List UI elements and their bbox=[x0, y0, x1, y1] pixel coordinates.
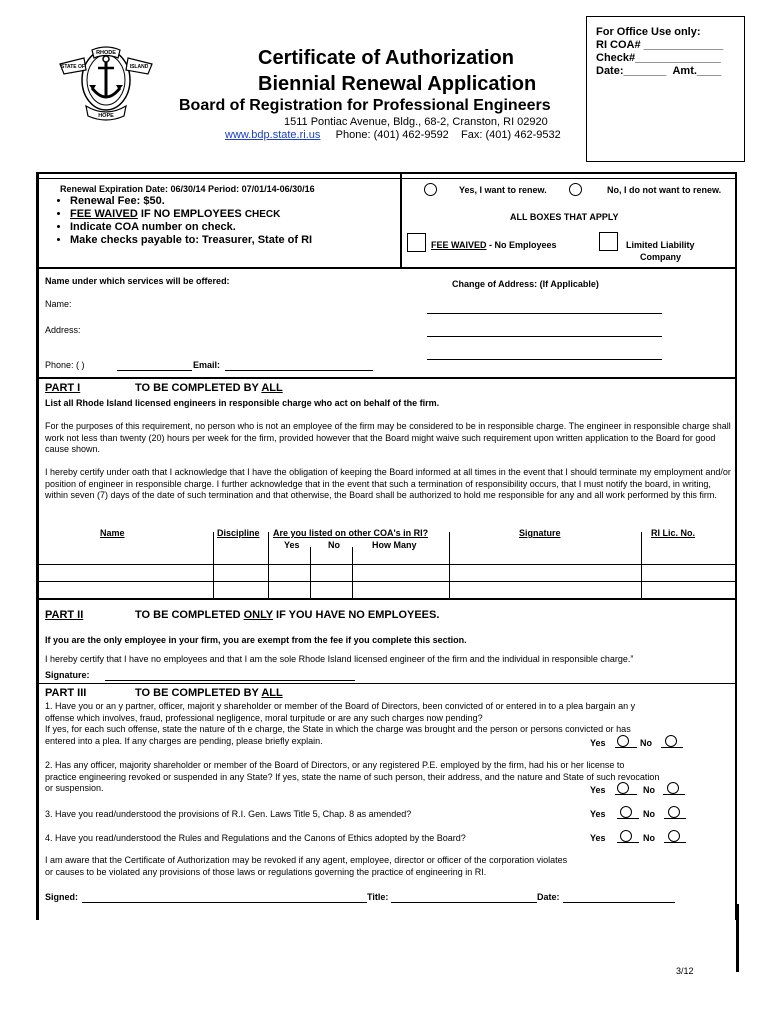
part3-heading: TO BE COMPLETED BY bbox=[135, 687, 262, 699]
q4-no-label: No bbox=[643, 833, 655, 843]
q2-yes-label: Yes bbox=[590, 785, 606, 795]
change-address-label: Change of Address: (If Applicable) bbox=[452, 279, 599, 289]
phone-field[interactable] bbox=[117, 360, 192, 371]
change-address-line-2[interactable] bbox=[427, 336, 662, 337]
board-fax: Fax: (401) 462-9532 bbox=[461, 129, 561, 141]
address-label: Address: bbox=[45, 325, 81, 335]
fee-waived-rest: IF NO EMPLOYEES bbox=[137, 208, 245, 220]
part3-label: PART III bbox=[45, 687, 87, 699]
fee-bullet-3: • Make checks payable to: Treasurer, State of RI bbox=[70, 234, 312, 247]
page-title: Certificate of Authorization bbox=[258, 47, 514, 69]
llc-checkbox[interactable] bbox=[599, 232, 618, 251]
title-label: Title: bbox=[367, 892, 389, 902]
change-address-line-1[interactable] bbox=[427, 313, 662, 314]
part2-certify: I hereby certify that I have no employees and that I am the sole Rhode Island licensed engineer of the firm and the individual in responsible charge.” bbox=[45, 654, 634, 664]
part2-heading-rest: IF YOU HAVE NO EMPLOYEES. bbox=[272, 609, 440, 621]
signed-label: Signed: bbox=[45, 892, 78, 902]
part2-heading-only: ONLY bbox=[243, 609, 273, 621]
q2-yes-radio[interactable] bbox=[617, 782, 629, 794]
q2-no-radio[interactable] bbox=[667, 782, 679, 794]
col-other-coa: Are you listed on other COA's in RI? bbox=[273, 528, 429, 538]
table-row[interactable] bbox=[38, 564, 736, 565]
fee-waived-check: CHECK bbox=[244, 209, 281, 220]
q1-line4: entered into a plea. If any charges are pending, please briefly explain. bbox=[45, 735, 323, 746]
email-field[interactable] bbox=[225, 360, 373, 371]
part1-para1: For the purposes of this requirement, no person who is not an employee of the firm may be considered to be in responsible charge. The engineer in responsible charge shall work not less than twenty (20) hours per week for the firm, provided however that the Board might waive such requirement upon written application to the Board for good cause shown. bbox=[45, 421, 731, 454]
signed-field[interactable] bbox=[82, 892, 367, 903]
fee-bullet-2: • Indicate COA number on check. bbox=[70, 221, 312, 234]
email-label: Email: bbox=[193, 360, 221, 370]
q2-line2: practice engineering revoked or suspended in any State? If yes, state the name of such person, their address, and the nature and State of such revocation bbox=[45, 771, 660, 782]
q3-no-label: No bbox=[643, 809, 655, 819]
services-label: Name under which services will be offered: bbox=[45, 276, 230, 286]
q1-line1: 1. Have you or an y partner, officer, majorit y shareholder or member of the Board of Directors, been convicted of or entered in to a plea bargain an y bbox=[45, 701, 636, 711]
q1-yes-label: Yes bbox=[590, 738, 606, 748]
q3-text: 3. Have you read/understood the provisions of R.I. Gen. Laws Title 5, Chap. 8 as amended? bbox=[45, 809, 412, 819]
q4-no-radio[interactable] bbox=[668, 830, 680, 842]
table-row[interactable] bbox=[38, 581, 736, 582]
board-name: Board of Registration for Professional Engineers bbox=[179, 97, 551, 114]
office-amt: Amt.____ bbox=[672, 65, 722, 77]
renewal-expiration: Renewal Expiration Date: 06/30/14 Period: 07/01/14-06/30/16 bbox=[60, 184, 315, 194]
col-name: Name bbox=[100, 528, 125, 538]
col-no: No bbox=[328, 540, 340, 550]
fee-waived-label: FEE WAIVED bbox=[70, 208, 138, 220]
part1-heading-all: ALL bbox=[261, 382, 283, 394]
llc-label-2: Company bbox=[640, 252, 682, 262]
part1-para2: I hereby certify under oath that I acknowledge that I have the obligation of keeping the Board informed at all times in the event that I should terminate my employment and/or position of engineer in responsible charge. I further acknowledge that in the event that such a termination of responsibility occurs, that I must notify the board, in writing, within seven (7) days of the date of such termination and that otherwise, the Board shall be authorized to hold me responsible for any and all work performed by this firm. bbox=[45, 467, 731, 500]
fee-waived-box-rest: - No Employees bbox=[486, 240, 557, 250]
col-lic-no: RI Lic. No. bbox=[651, 528, 696, 538]
part3-heading-all: ALL bbox=[261, 687, 283, 699]
part2-label: PART II bbox=[45, 609, 84, 621]
part2-signature-label: Signature: bbox=[45, 670, 90, 680]
office-use-title: For Office Use only: bbox=[596, 26, 701, 38]
board-address: 1511 Pontiac Avenue, Bldg., 68-2, Cranston, RI 02920 bbox=[284, 116, 548, 128]
aware-line2: or causes to be violated any provisions of those laws or regulations governing the practice of engineering in RI. bbox=[45, 866, 487, 877]
seal-text-right: ISLAND bbox=[129, 64, 149, 70]
col-signature: Signature bbox=[519, 528, 561, 538]
q1-no-radio[interactable] bbox=[665, 735, 677, 747]
llc-label-1: Limited Liability bbox=[626, 240, 695, 250]
yes-renew-label: Yes, I want to renew. bbox=[459, 185, 547, 195]
change-address-line-3[interactable] bbox=[427, 359, 662, 360]
col-discipline: Discipline bbox=[217, 528, 260, 538]
all-boxes-label: ALL BOXES THAT APPLY bbox=[510, 212, 619, 222]
fee-waived-checkbox[interactable] bbox=[407, 233, 426, 252]
q1-yes-radio[interactable] bbox=[617, 735, 629, 747]
part2-heading: TO BE COMPLETED bbox=[135, 609, 244, 621]
q3-no-radio[interactable] bbox=[668, 806, 680, 818]
title-field[interactable] bbox=[391, 892, 537, 903]
q4-text: 4. Have you read/understood the Rules and Regulations and the Canons of Ethics adopted by the Board? bbox=[45, 833, 466, 843]
form-version: 3/12 bbox=[676, 966, 694, 976]
seal-text-left: STATE OF bbox=[61, 64, 85, 70]
phone-label: Phone: ( ) bbox=[45, 360, 85, 370]
name-label: Name: bbox=[45, 299, 72, 309]
q3-yes-label: Yes bbox=[590, 809, 606, 819]
office-check: Check#______________ bbox=[596, 52, 721, 64]
q3-yes-radio[interactable] bbox=[620, 806, 632, 818]
fee-bullet-1: • Renewal Fee: $50. bbox=[70, 195, 312, 208]
q4-yes-radio[interactable] bbox=[620, 830, 632, 842]
fee-waived-box-label: FEE WAIVED bbox=[431, 240, 487, 250]
no-renew-label: No, I do not want to renew. bbox=[607, 185, 722, 195]
office-date: Date:_______ bbox=[596, 65, 667, 77]
page-subtitle: Biennial Renewal Application bbox=[258, 73, 537, 95]
part2-signature-field[interactable] bbox=[105, 670, 355, 681]
seal-text-top: RHODE bbox=[96, 50, 116, 56]
part2-exempt: If you are the only employee in your firm, you are exempt from the fee if you complete this section. bbox=[45, 635, 467, 645]
col-how-many: How Many bbox=[372, 540, 417, 550]
part1-label: PART I bbox=[45, 382, 81, 394]
q2-line3: or suspension. bbox=[45, 783, 104, 793]
q1-no-label: No bbox=[640, 738, 652, 748]
state-seal-logo bbox=[56, 44, 156, 122]
q1-line3: If yes, for each such offense, state the nature of th e charge, the State in which the charge was brought and the person or persons convicted or has bbox=[45, 724, 631, 734]
date-field[interactable] bbox=[563, 892, 675, 903]
yes-renew-radio[interactable] bbox=[424, 183, 437, 196]
date-label: Date: bbox=[537, 892, 560, 902]
part1-heading: TO BE COMPLETED BY bbox=[135, 382, 262, 394]
q4-yes-label: Yes bbox=[590, 833, 606, 843]
aware-line1: I am aware that the Certificate of Authorization may be revoked if any agent, employee, director or officer of the corporation violates bbox=[45, 855, 568, 865]
seal-text-bottom: HOPE bbox=[98, 113, 114, 119]
q2-no-label: No bbox=[643, 785, 655, 795]
fee-list bbox=[52, 195, 312, 247]
q1-line2: offense which involves, fraud, professional negligence, moral turpitude or are any such charges now pending? bbox=[45, 712, 483, 723]
q2-line1: 2. Has any officer, majority shareholder or member of the Board of Directors, or any registered P.E. employed by the firm, had his or her license to bbox=[45, 760, 625, 770]
part1-subheading: List all Rhode Island licensed engineers in responsible charge who act on behalf of the firm. bbox=[45, 398, 440, 408]
office-coa: RI COA# _____________ bbox=[596, 39, 724, 51]
website-link[interactable]: www.bdp.state.ri.us bbox=[225, 129, 321, 141]
no-renew-radio[interactable] bbox=[569, 183, 582, 196]
fee-bullet-waived bbox=[70, 208, 312, 221]
col-yes: Yes bbox=[284, 540, 300, 550]
board-phone: Phone: (401) 462-9592 bbox=[335, 129, 449, 141]
